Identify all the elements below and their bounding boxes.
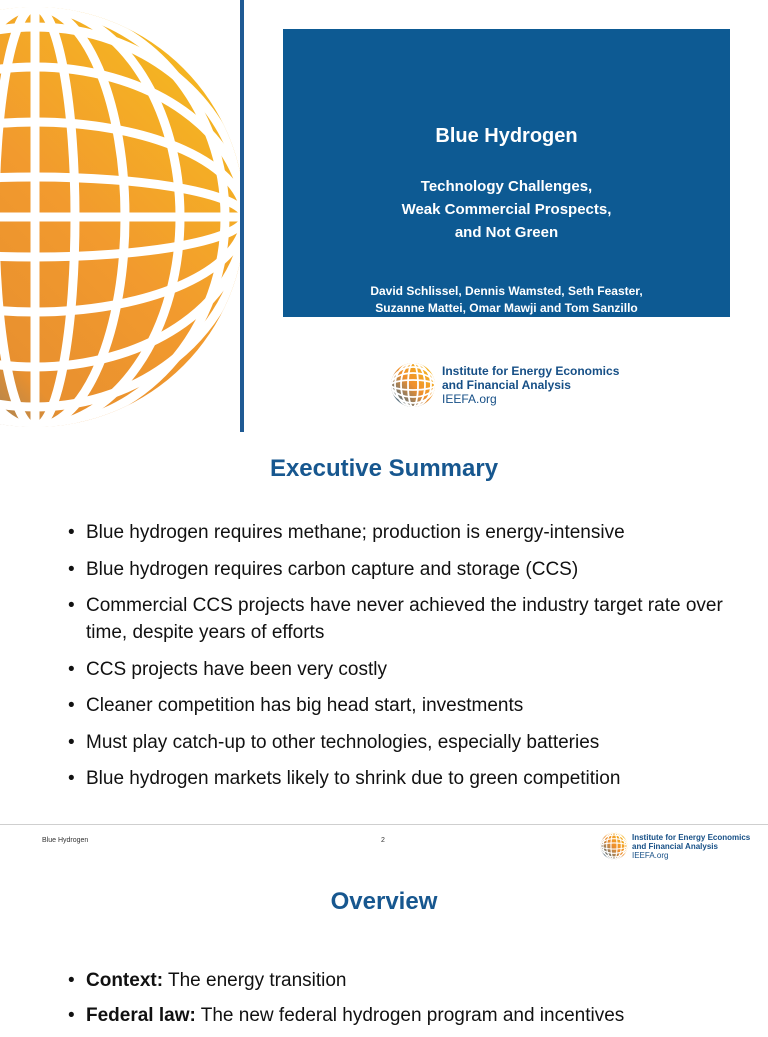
list-item <box>68 1002 758 1029</box>
exec-summary-list <box>68 519 748 802</box>
logo-line1: Institute for Energy Economics <box>442 364 620 378</box>
logo-url: IEEFA.org <box>632 850 669 860</box>
report-subtitle <box>283 175 730 244</box>
page-number: 2 <box>381 837 385 844</box>
list-item <box>68 967 758 994</box>
report-date: February 2022 <box>465 325 548 339</box>
subtitle-line: and Not Green <box>454 224 559 241</box>
title-box <box>283 29 730 339</box>
authors-line: David Schlissel, Dennis Wamsted, Seth Feaster, <box>370 284 643 298</box>
list-item: • CCS projects have been very costly <box>68 656 748 683</box>
bullet-label: Context: <box>86 970 164 991</box>
report-title: Blue Hydrogen <box>435 125 578 147</box>
list-item: • Must play catch-up to other technologies, especially batteries <box>68 729 748 756</box>
list-item: • Cleaner competition has big head start, investments <box>68 692 748 719</box>
globe-icon <box>390 362 436 408</box>
globe-icon <box>0 0 242 432</box>
overview-heading: Overview <box>330 888 438 915</box>
footer-title: Blue Hydrogen <box>42 837 89 844</box>
globe-icon <box>600 832 628 860</box>
authors-line: Suzanne Mattei, Omar Mawji and Tom Sanzillo <box>375 301 638 315</box>
ieefa-logo-footer <box>600 832 750 860</box>
list-item: • Blue hydrogen requires methane; production is energy-intensive <box>68 519 748 546</box>
exec-summary-heading: Executive Summary <box>269 455 499 482</box>
subtitle-line: Weak Commercial Prospects, <box>401 201 612 218</box>
title-slide <box>0 0 768 432</box>
report-authors <box>283 283 730 317</box>
subtitle-line: Technology Challenges, <box>420 178 593 195</box>
globe-graphic <box>0 0 242 432</box>
logo-line2: and Financial Analysis <box>632 841 718 851</box>
list-item: • Commercial CCS projects have never achieved the industry target rate over time, despite years of efforts <box>68 592 748 646</box>
ieefa-logo <box>390 362 619 408</box>
overview-list <box>68 967 758 1037</box>
footer-divider <box>0 824 768 825</box>
logo-line1: Institute for Energy Economics <box>632 832 751 842</box>
logo-url: IEEFA.org <box>442 392 497 406</box>
logo-line2: and Financial Analysis <box>442 378 571 392</box>
bullet-label: Federal law: <box>86 1005 196 1026</box>
list-item: • Blue hydrogen requires carbon capture and storage (CCS) <box>68 556 748 583</box>
bullet-text: The new federal hydrogen program and incentives <box>195 1005 625 1026</box>
list-item: • Blue hydrogen markets likely to shrink due to green competition <box>68 765 748 792</box>
vertical-divider <box>240 0 244 432</box>
bullet-text: The energy transition <box>163 970 347 991</box>
